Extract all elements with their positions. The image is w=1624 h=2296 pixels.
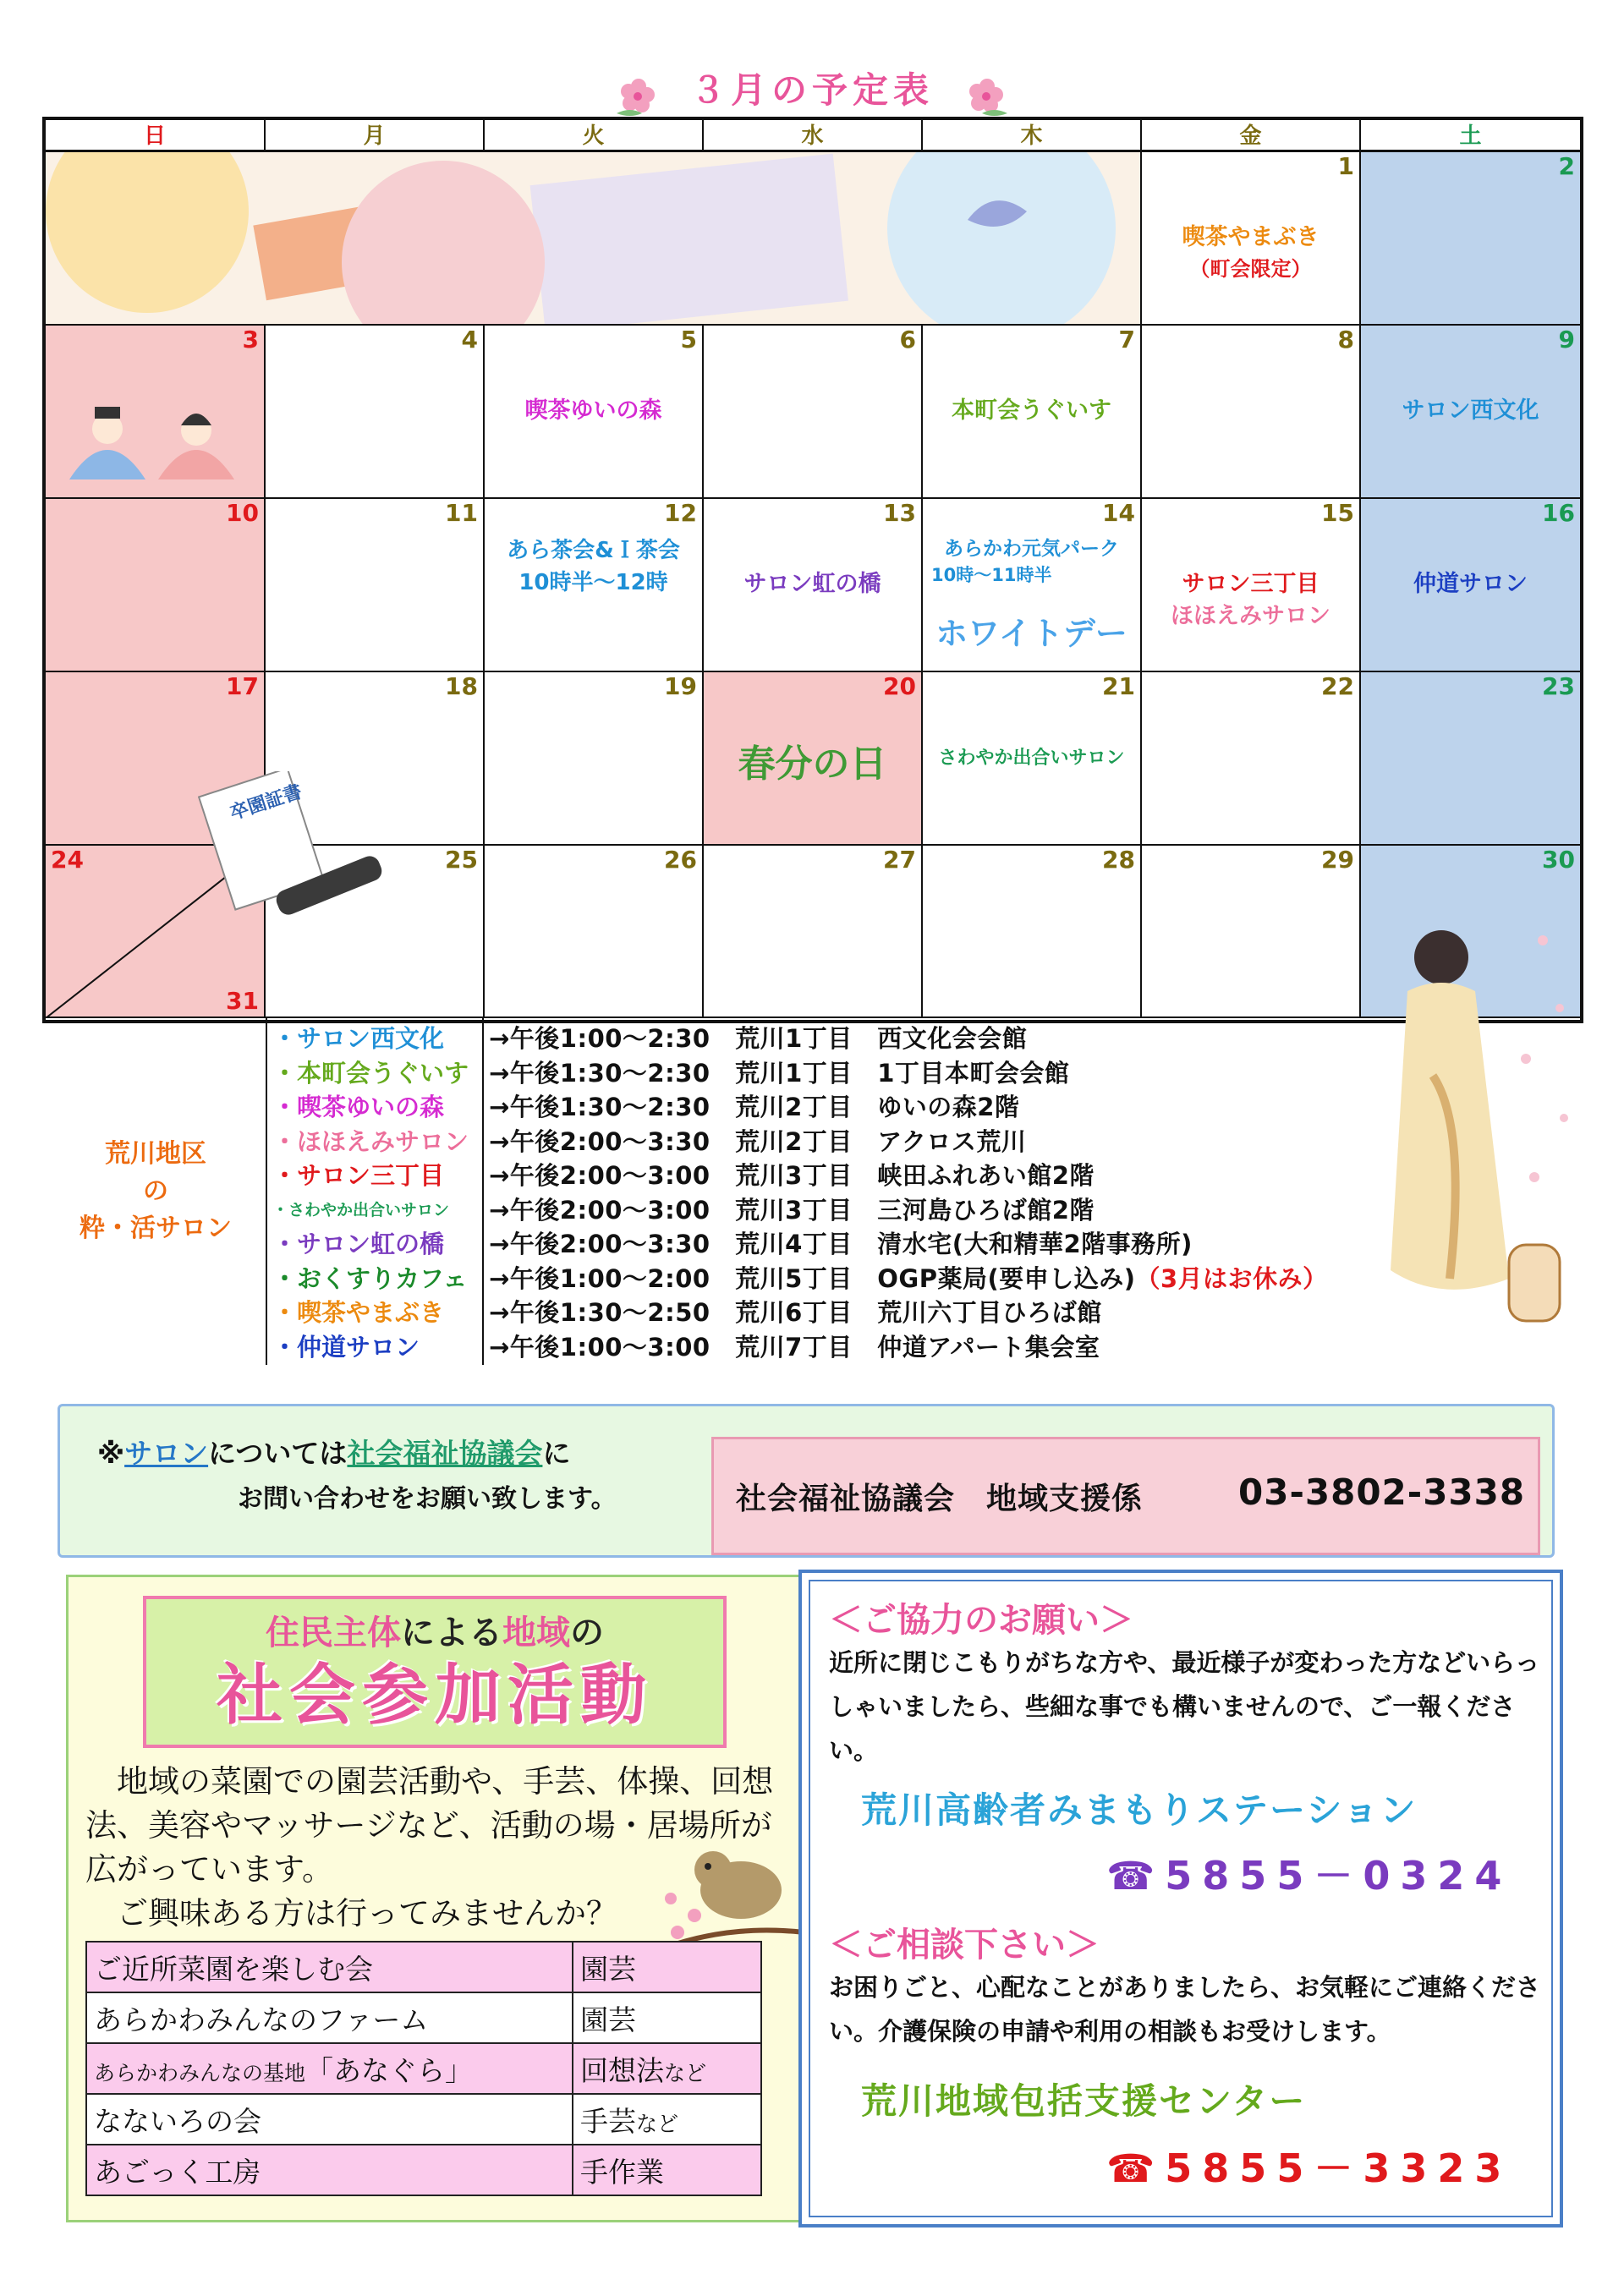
description-text: 地域の菜園での園芸活動や、手芸、体操、回想法、美容やマッサージなど、活動の場・居場所が広がっています。 — [85, 1763, 774, 1888]
salon-name: ・喫茶やまぶき — [272, 1298, 445, 1327]
day-number: 19 — [664, 672, 697, 700]
salon-detail: →午後1:00～3:00 荒川7丁目 仲道アパート集会室 — [489, 1332, 1100, 1362]
diploma-label: 卒園証書 — [227, 781, 305, 825]
description-text: ご興味ある方は行ってみませんか？ — [85, 1895, 617, 1932]
day-cell-5[interactable] — [485, 326, 704, 499]
activity-type — [573, 1942, 761, 1992]
day-cell-13[interactable] — [704, 499, 923, 672]
day-cell-10[interactable] — [46, 499, 266, 672]
event-nishibunka: サロン西文化 — [1402, 397, 1539, 424]
day-number: 12 — [664, 499, 697, 527]
day-cell-14[interactable] — [923, 499, 1142, 672]
diploma-illustration — [198, 771, 392, 932]
weekday-mon: 月 — [266, 120, 485, 152]
salon-link[interactable]: サロン — [124, 1437, 209, 1470]
salon-detail-row — [484, 1262, 1414, 1296]
table-row — [86, 2043, 761, 2094]
salon-names — [267, 1018, 484, 1365]
activity-type — [573, 2094, 761, 2145]
cooperation-text: 近所に閉じこもりがちな方や、最近様子が変わった方などいらっしゃいましたら、些細な事でも構いませんので、ご一報ください。 — [829, 1648, 1540, 1765]
salon-detail: →午後1:00～2:30 荒川1丁目 西文化会会館 — [489, 1024, 1028, 1053]
day-number: 20 — [883, 672, 916, 700]
day-cell-1[interactable] — [1142, 152, 1361, 326]
salon-name: ・サロン虹の橋 — [272, 1230, 445, 1258]
legend-title-line: の — [143, 1176, 168, 1206]
banner-line-2: お問い合わせをお願い致します。 — [238, 1484, 617, 1514]
day-cell-22[interactable] — [1142, 672, 1361, 846]
weekday-wed: 水 — [704, 120, 923, 152]
consult-text: お困りごと、心配なことがありましたら、お気軽にご連絡ください。介護保険の申請や利用の相談もお受けします。 — [829, 1973, 1541, 2046]
day-number: 7 — [1118, 326, 1135, 353]
day-number: 30 — [1542, 846, 1575, 874]
council-link[interactable]: 社会福祉協議会 — [347, 1437, 543, 1470]
salon-detail: →午後2:00～3:00 荒川3丁目 三河島ひろば館2階 — [489, 1195, 1095, 1225]
salon-name: ・ほほえみサロン — [272, 1126, 469, 1156]
weekday-sat: 土 — [1361, 120, 1580, 152]
weekday-fri: 金 — [1142, 120, 1361, 152]
day-cell-19[interactable] — [485, 672, 704, 846]
event-yamabuki: 喫茶やまぶき — [1182, 224, 1320, 250]
support-panel-inner — [809, 1580, 1553, 2217]
event-time: 10時～11時半 — [931, 565, 1052, 585]
salon-name: ・サロン三丁目 — [272, 1161, 445, 1190]
note-mark: ※ — [97, 1437, 125, 1470]
day-number: 26 — [664, 846, 697, 874]
social-subheading — [146, 1611, 723, 1655]
salon-name: ・さわやか出合いサロン — [272, 1200, 450, 1219]
salon-name: ・仲道サロン — [272, 1332, 420, 1362]
activity-name-small: あらかわみんなの基地 — [94, 2060, 306, 2085]
event-genki-park: あらかわ元気パーク — [944, 538, 1119, 560]
hina-doll-icon — [61, 370, 247, 488]
day-number: 22 — [1321, 672, 1354, 700]
activity-type-text: 手芸 — [580, 2104, 636, 2138]
day-cell-23[interactable] — [1361, 672, 1580, 846]
day-number: 28 — [1102, 846, 1135, 874]
day-number: 6 — [899, 326, 916, 353]
holiday-shunbun: 春分の日 — [738, 743, 887, 786]
contact-name: 社会福祉協議会 地域支援係 — [736, 1482, 1144, 1516]
center-phone[interactable]: ☎5855－3323 — [1106, 2145, 1512, 2191]
activity-type-text: 手作業 — [580, 2155, 664, 2189]
day-cell-3[interactable] — [46, 326, 266, 499]
day-number: 10 — [226, 499, 259, 527]
white-day-label: ホワイトデー — [935, 615, 1127, 652]
salon-name: ・サロン西文化 — [272, 1024, 445, 1053]
cooperation-heading: ＜ご協力のお願い＞ — [829, 1601, 1133, 1640]
social-heading-box — [143, 1596, 727, 1748]
day-number: 24 — [51, 846, 84, 874]
event-yuinomori: 喫茶ゆいの森 — [524, 397, 662, 424]
contact-phone[interactable]: 03-3802-3338 — [1238, 1471, 1526, 1513]
day-cell-7[interactable] — [923, 326, 1142, 499]
support-panel — [798, 1570, 1563, 2228]
day-number: 8 — [1337, 326, 1354, 353]
table-row — [86, 1992, 761, 2043]
salon-detail: →午後1:30～2:50 荒川6丁目 荒川六丁目ひろば館 — [489, 1298, 1102, 1327]
activity-table — [85, 1941, 762, 2196]
day-number: 4 — [461, 326, 478, 353]
salon-detail: →午後1:00～2:00 荒川5丁目 OGP薬局(要申し込み) — [489, 1263, 1136, 1293]
day-cell-27[interactable] — [704, 846, 923, 1018]
salon-detail: →午後1:30～2:30 荒川1丁目 1丁目本町会会館 — [489, 1058, 1070, 1088]
center-name: 荒川地域包括支援センター — [861, 2080, 1307, 2122]
activity-name: あらかわみんなのファーム — [86, 1992, 573, 2043]
activity-type-text: 園芸 — [580, 1952, 636, 1986]
table-row — [86, 1942, 761, 1992]
banner-text: については — [208, 1437, 348, 1470]
activity-name: あごっく工房 — [86, 2145, 573, 2195]
activity-type — [573, 1992, 761, 2043]
day-cell-26[interactable] — [485, 846, 704, 1018]
salon-name: ・おくすりカフェ — [272, 1263, 468, 1293]
day-number: 17 — [226, 672, 259, 700]
salon-detail: →午後2:00～3:30 荒川4丁目 清水宅(大和精華2階事務所) — [489, 1230, 1193, 1258]
bird-icon — [661, 1831, 804, 1958]
day-number: 3 — [242, 326, 259, 353]
station-phone[interactable]: ☎5855－0324 — [1106, 1853, 1512, 1899]
contact-box — [711, 1437, 1540, 1555]
flower-icon — [613, 76, 666, 122]
event-hohoemi: ほほえみサロン — [1171, 603, 1330, 629]
social-heading: 社会参加活動 — [216, 1658, 653, 1734]
page-title-area — [0, 61, 1624, 120]
banner-line-1 — [97, 1432, 570, 1471]
day-number: 16 — [1542, 499, 1575, 527]
table-row — [86, 2094, 761, 2145]
banner-text: に — [542, 1437, 571, 1470]
day-number: 5 — [680, 326, 697, 353]
weekday-tue: 火 — [485, 120, 704, 152]
heading-part: による — [401, 1614, 502, 1652]
day-cell-11[interactable] — [266, 499, 485, 672]
legend-title-line: 粋・活サロン — [80, 1214, 232, 1243]
salon-detail: →午後2:00～3:30 荒川2丁目 アクロス荒川 — [489, 1126, 1027, 1156]
activity-type — [573, 2145, 761, 2195]
weekday-sun: 日 — [46, 120, 266, 152]
activity-name: なないろの会 — [86, 2094, 573, 2145]
calendar-grid — [42, 117, 1583, 1362]
legend-title — [46, 1018, 267, 1365]
day-number: 9 — [1558, 326, 1575, 353]
event-sawayaka: さわやか出合いサロン — [938, 748, 1125, 769]
event-nijinohashi: サロン虹の橋 — [743, 571, 881, 597]
legend-title-line: 荒川地区 — [105, 1139, 206, 1169]
day-number: 25 — [445, 846, 478, 874]
day-cell-29[interactable] — [1142, 846, 1361, 1018]
day-number: 31 — [226, 987, 259, 1015]
social-activity-panel — [66, 1575, 802, 2222]
day-cell-2[interactable] — [1361, 152, 1580, 326]
event-arachakai: あら茶会&Ｉ茶会 — [507, 538, 680, 563]
table-row — [86, 2145, 761, 2195]
heading-part: の — [570, 1614, 604, 1652]
day-number: 1 — [1337, 152, 1354, 180]
maiko-illustration — [1382, 907, 1585, 1355]
weekday-thu: 木 — [923, 120, 1142, 152]
heading-part: 地域 — [502, 1614, 570, 1652]
event-sanchome: サロン三丁目 — [1182, 571, 1320, 597]
event-time: 10時半～12時 — [518, 570, 668, 595]
salon-name: ・喫茶ゆいの森 — [272, 1093, 445, 1121]
day-number: 14 — [1102, 499, 1135, 527]
salon-details — [484, 1018, 1414, 1368]
day-cell-21[interactable] — [923, 672, 1142, 846]
day-number: 23 — [1542, 672, 1575, 700]
activity-type-text: 園芸 — [580, 2003, 636, 2036]
day-cell-8[interactable] — [1142, 326, 1361, 499]
day-number: 11 — [445, 499, 478, 527]
day-cell-15[interactable] — [1142, 499, 1361, 672]
day-cell-20[interactable] — [704, 672, 923, 846]
event-nakamichi: 仲道サロン — [1413, 571, 1528, 597]
activity-type-small: など — [664, 2060, 707, 2085]
heading-part: 住民主体 — [266, 1614, 401, 1652]
day-number: 18 — [445, 672, 478, 700]
activity-type — [573, 2043, 761, 2094]
day-cell-9[interactable] — [1361, 326, 1580, 499]
contact-banner — [58, 1404, 1555, 1558]
activity-name — [86, 2043, 573, 2094]
day-cell-4[interactable] — [266, 326, 485, 499]
salon-detail: →午後2:00～3:00 荒川3丁目 峡田ふれあい館2階 — [489, 1161, 1095, 1190]
parasol-illustration — [46, 152, 1142, 326]
day-number: 15 — [1321, 499, 1354, 527]
day-number: 27 — [883, 846, 916, 874]
day-cell-16[interactable] — [1361, 499, 1580, 672]
day-number: 2 — [1558, 152, 1575, 180]
closed-note: （3月はお休み） — [1135, 1263, 1328, 1293]
day-cell-6[interactable] — [704, 326, 923, 499]
activity-type-text: 回想法 — [580, 2053, 664, 2087]
activity-name: ご近所菜園を楽しむ会 — [86, 1942, 573, 1992]
event-uguisu: 本町会うぐいす — [952, 397, 1111, 424]
salon-legend — [46, 1018, 1580, 1365]
calendar-title: ３月の予定表 — [689, 69, 934, 111]
day-number: 29 — [1321, 846, 1354, 874]
consult-heading: ＜ご相談下さい＞ — [829, 1926, 1100, 1964]
day-number: 21 — [1102, 672, 1135, 700]
station-name: 荒川高齢者みまもりステーション — [861, 1789, 1418, 1831]
salon-name: ・本町会うぐいす — [272, 1058, 469, 1088]
flower-icon — [958, 76, 1011, 122]
salon-detail: →午後1:30～2:30 荒川2丁目 ゆいの森2階 — [489, 1093, 1020, 1121]
day-cell-12[interactable] — [485, 499, 704, 672]
day-number: 13 — [883, 499, 916, 527]
event-note: （町会限定） — [1189, 257, 1312, 281]
activity-name-text: 「あなぐら」 — [305, 2053, 474, 2087]
day-cell-28[interactable] — [923, 846, 1142, 1018]
activity-type-small: など — [636, 2111, 679, 2136]
